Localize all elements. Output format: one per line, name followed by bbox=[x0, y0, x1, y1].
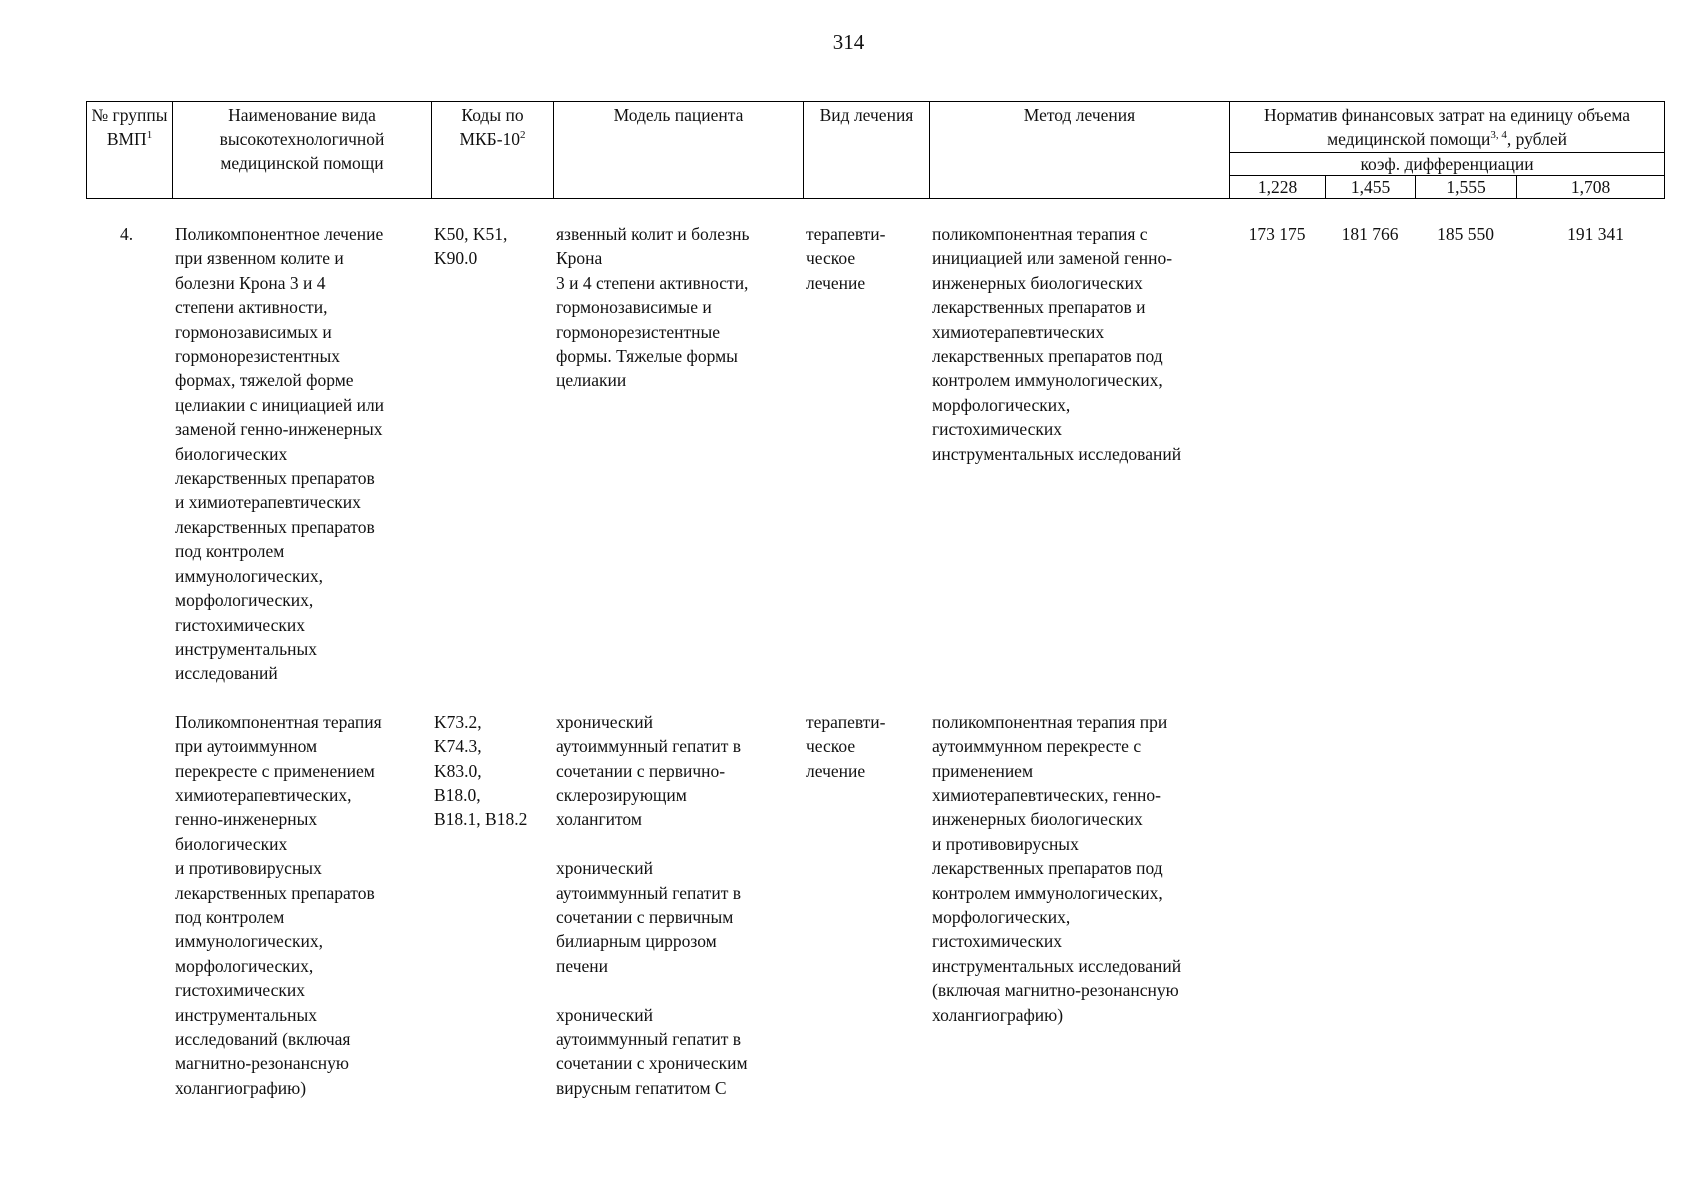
icd-codes-cell: K50, K51, K90.0 bbox=[434, 224, 508, 269]
vmp-name-cell: Поликомпонентное лечение при язвенном колите и болезни Крона 3 и 4 степени активности, гормонозависимых и гормонорезистентных формах, тяжелой форме целиакии с инициацией или заменой генно-инженерных биологических лекарственных препаратов и химиотерапевтических лекарственных препаратов под контролем иммунологических, морфологических, гистохимических инструментальных исследований bbox=[175, 224, 385, 684]
patient-model-cell: язвенный колит и болезнь Крона 3 и 4 степени активности, гормонозависимые и гормонорезистентные формы. Тяжелые формы целиакии bbox=[556, 224, 750, 391]
header-vmp-name: Наименование вида высокотехнологичной медицинской помощи bbox=[173, 102, 432, 199]
cost-cell bbox=[1415, 710, 1516, 1101]
treatment-type-cell: терапевти- ческое лечение bbox=[806, 224, 886, 293]
header-coef-title: коэф. дифференциации bbox=[1230, 153, 1665, 176]
group-number-cell bbox=[86, 710, 172, 1101]
patient-model-cell: хронический аутоиммунный гепатит в сочетании с первично- склерозирующим холангитом хронический аутоиммунный гепатит в сочетании с первичным билиарным циррозом печени хронический аутоиммунный гепатит в сочетании с хроническим вирусным гепатитом C bbox=[556, 711, 748, 1098]
page-number: 314 bbox=[832, 30, 865, 54]
header-treatment-method: Метод лечения bbox=[930, 102, 1230, 199]
cost-cell bbox=[1325, 710, 1415, 1101]
header-coef-value: 1,228 bbox=[1230, 176, 1326, 199]
group-number-cell: 4. bbox=[119, 224, 134, 244]
header-icd-codes: Коды по МКБ-$10^2$ bbox=[432, 102, 554, 199]
cost-cell: 191 341 bbox=[1567, 224, 1624, 244]
header-cost-standard: Норматив финансовых затрат на единицу объема медицинской помощи$^{3, 4}$, рублей bbox=[1230, 102, 1665, 153]
table-row bbox=[86, 222, 1664, 686]
cost-cell bbox=[1516, 710, 1664, 1101]
treatment-method-cell: поликомпонентная терапия с инициацией или заменой генно- инженерных биологических лекарственных препаратов и химиотерапевтических лекарственных препаратов под контролем иммунологических, морфологических, гистохимических инструментальных исследований bbox=[932, 224, 1182, 464]
header-group-number: № группы ВМП$^1$ bbox=[87, 102, 173, 199]
header-coef-value: 1,708 bbox=[1517, 176, 1665, 199]
table-body bbox=[86, 222, 1664, 1100]
treatment-method-cell: поликомпонентная терапия при аутоиммунном перекресте с применением химиотерапевтических, генно- инженерных биологических и противовирусных лекарственных препаратов под контролем иммунологических, морфологических, гистохимических инструментальных исследований (включая магнитно-резонансную холангиографию) bbox=[932, 711, 1182, 1025]
cost-cell: 181 766 bbox=[1341, 224, 1399, 244]
header-patient-model: Модель пациента bbox=[554, 102, 804, 199]
header-coef-value: 1,455 bbox=[1326, 176, 1416, 199]
table-header bbox=[86, 101, 1665, 199]
row-spacer bbox=[86, 686, 1664, 710]
treatment-type-cell: терапевти- ческое лечение bbox=[806, 711, 886, 781]
cost-cell: 185 550 bbox=[1437, 224, 1494, 244]
cost-cell: 173 175 bbox=[1248, 224, 1306, 244]
header-treatment-type: Вид лечения bbox=[804, 102, 930, 199]
cost-cell bbox=[1229, 710, 1325, 1101]
icd-codes-cell: K73.2, K74.3, K83.0, B18.0, B18.1, B18.2 bbox=[434, 711, 528, 830]
vmp-name-cell: Поликомпонентная терапия при аутоиммунном перекресте с применением химиотерапевтических, генно-инженерных биологических и противовирусных лекарственных препаратов под контролем иммунологических, морфологических, гистохимических инструментальных исследований (включая магнитно-резонансную холангиографию) bbox=[175, 711, 382, 1098]
header-coef-value: 1,555 bbox=[1416, 176, 1517, 199]
table-row bbox=[86, 710, 1664, 1101]
